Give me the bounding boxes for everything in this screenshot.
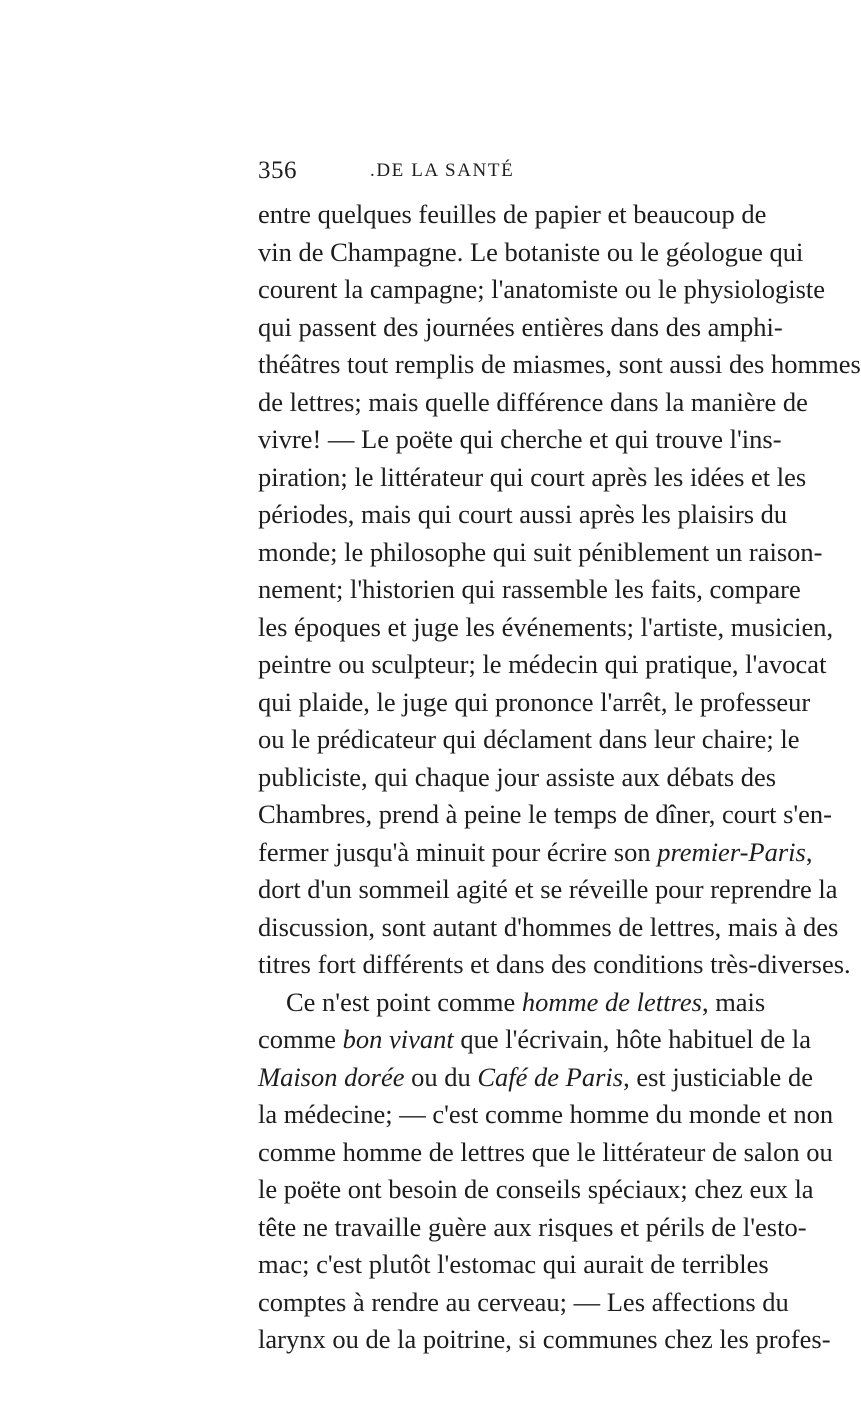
text-line [258,984,766,1022]
running-title: .DE LA SANTÉ [370,160,515,181]
text-line [258,1059,813,1097]
text-line: qui passent des journées entières dans des amphi- [258,311,783,342]
line-segment: comme [258,1024,343,1054]
text-line: piration; le littérateur qui court après les idées et les [258,461,807,492]
text-line: publiciste, qui chaque jour assiste aux débats des [258,761,777,792]
italic-phrase: bon vivant [342,1024,454,1054]
running-head [258,157,758,187]
text-line: la médecine; — c'est comme homme du monde et non [258,1099,834,1129]
line-segment: Ce n'est point comme [286,986,522,1017]
line-segment: , est justiciable de [623,1061,813,1092]
text-line: dort d'un sommeil agité et se réveille pour reprendre la [258,874,838,904]
text-line: comme homme de lettres que le littérateur de salon ou [258,1136,833,1167]
italic-phrase: homme de lettres [521,986,702,1017]
line-segment: ou du [404,1061,478,1092]
text-line: courent la campagne; l'anatomiste ou le physiologiste [258,274,826,304]
text-line: mac; c'est plutôt l'estomac qui aurait de terribles [258,1249,769,1279]
text-line: le poëte ont besoin de conseils spéciaux; chez eux la [258,1174,814,1204]
line-segment: que l'écrivain, hôte habituel de la [453,1024,811,1054]
body-text [258,196,861,1359]
italic-place-name: Café de Paris [477,1061,624,1092]
text-line [258,1021,811,1059]
line-segment: fermer jusqu'à minuit pour écrire son [258,836,658,867]
page-number: 356 [258,157,297,184]
text-line: nement; l'historien qui rassemble les faits, compare [258,574,801,604]
text-line: de lettres; mais quelle différence dans la manière de [258,386,808,417]
text-line: titres fort différents et dans des conditions très-diverses. [258,949,851,979]
text-line: entre quelques feuilles de papier et beaucoup de [258,199,767,229]
text-line: théâtres tout remplis de miasmes, sont aussi des hommes [258,349,861,379]
text-line [258,834,813,872]
text-line: peintre ou sculpteur; le médecin qui pratique, l'avocat [258,649,827,679]
text-line: vivre! — Le poëte qui cherche et qui trouve l'ins- [258,424,782,454]
line-segment: , mais [701,986,766,1017]
italic-title: premier-Paris [657,836,806,867]
text-line: ou le prédicateur qui déclament dans leur chaire; le [258,724,800,754]
text-line: monde; le philosophe qui suit péniblement un raison- [258,536,823,567]
text-line: discussion, sont autant d'hommes de lettres, mais à des [258,911,839,942]
text-line: Chambres, prend à peine le temps de dîner, court s'en- [258,799,833,829]
line-segment: , [805,836,813,867]
italic-place-name: Maison dorée [258,1061,405,1092]
text-line: vin de Champagne. Le botaniste ou le géologue qui [258,236,804,267]
text-line: tête ne travaille guère aux risques et périls de l'esto- [258,1211,807,1242]
text-line: périodes, mais qui court aussi après les plaisirs du [258,499,788,529]
text-line: comptes à rendre au cerveau; — Les affections du [258,1286,789,1317]
text-line: qui plaide, le juge qui prononce l'arrêt, le professeur [258,686,811,717]
text-line: larynx ou de la poitrine, si communes chez les profes- [258,1324,831,1354]
text-line: les époques et juge les événements; l'artiste, musicien, [258,611,834,642]
